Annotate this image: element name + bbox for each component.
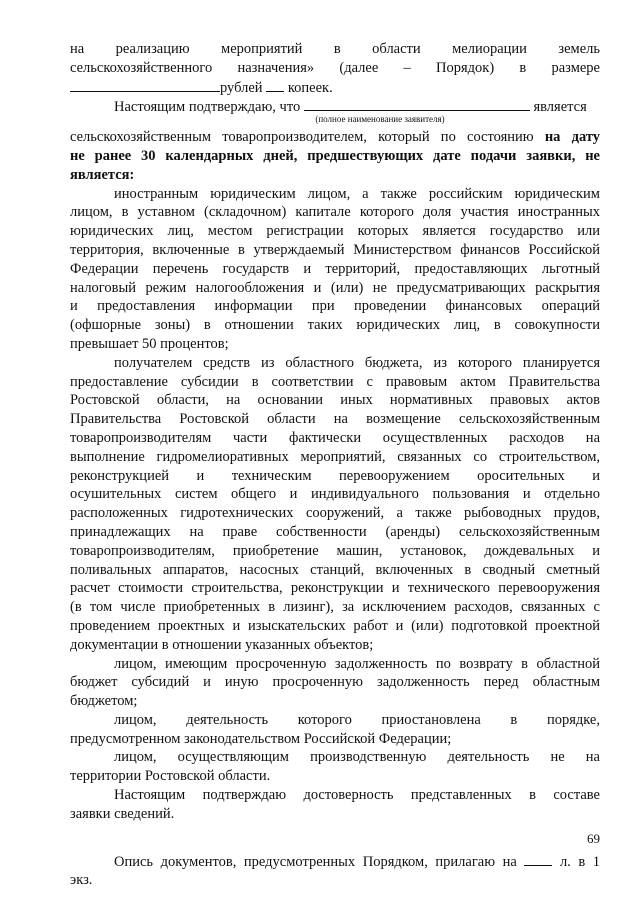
amount-kopecks-blank[interactable] (266, 78, 284, 92)
text-line: и предоставления информации при проведении финансовых операций (70, 298, 600, 315)
sheet-count-blank[interactable] (524, 852, 552, 866)
text-line: лицом, деятельность которого приостановлена в порядке, (114, 711, 600, 728)
text-line: расположенных гидротехнических сооружений, а также рыбоводных прудов, (70, 505, 600, 522)
text-line: лицом, осуществляющим производственную деятельность не на (114, 749, 600, 766)
text-line: осушительных систем общего и индивидуального пользования и отдельно (70, 486, 600, 503)
page-number: 69 (587, 831, 600, 846)
text-line: заявки сведений. (70, 805, 175, 822)
text-line: принадлежащих на праве собственности (аренды) сельскохозяйственным (70, 523, 600, 540)
text-line: товаропроизводителям, приобретение машин, установок, дождевальных и (70, 542, 600, 559)
spacer (70, 824, 600, 852)
text-line: не ранее 30 календарных дней, предшествующих дате подачи заявки, не (70, 147, 600, 164)
text-line: получателем средств из областного бюджета, из которого планируется (114, 354, 600, 371)
text-line: поливальных аппаратов, насосных станций, включенных в сводный сметный (70, 561, 600, 578)
text-line: Настоящим подтверждаю достоверность представленных в составе (114, 787, 600, 804)
is-text: является (533, 99, 587, 116)
text-line: выполнение гидромелиоративных мероприятий, связанных со строительством, (70, 448, 600, 465)
text-line: сельскохозяйственным товаропроизводителем, который по состоянию на дату (70, 129, 601, 146)
applicant-name-caption: (полное наименование заявителя) (315, 114, 445, 125)
text-line: является: (70, 166, 135, 183)
applicant-name-blank[interactable] (304, 97, 530, 111)
text-line: сельскохозяйственного назначения» (далее – Порядок) в размере (70, 59, 600, 76)
text-line: лицом, в уставном (складочном) капитале которого доля участия иностранных (70, 204, 600, 221)
text-line: бюджет субсидий и иную просроченную задолженность перед областным (70, 674, 600, 691)
text-line: предоставление субсидии в соответствии с правовым актом Правительства (70, 373, 600, 390)
text-line: налоговый режим налогообложения и (или) не предусматривающих раскрытия (70, 279, 600, 296)
text-line: экз. (70, 872, 93, 889)
text-line: Ростовской области, на основании иных нормативных правовых актов (70, 392, 600, 409)
text-line: иностранным юридическим лицом, а также российским юридическим (114, 185, 600, 202)
text-line: товаропроизводителям части фактически осуществленных расходов на (70, 429, 600, 446)
text-line: Федерации перечень государств и территорий, предоставляющих льготный (70, 260, 600, 277)
text-line: превышает 50 процентов; (70, 335, 229, 352)
text-line: юридических лиц, местом регистрации которых является государство или (70, 223, 600, 240)
inventory-line (70, 852, 600, 872)
kopecks-label: копеек. (287, 79, 333, 96)
text-line: территории Ростовской области. (70, 768, 271, 785)
text-line: проведением проектных и изыскательских работ и (или) подготовкой проектной (70, 617, 600, 634)
text-line: (в том числе приобретенных в лизинг), за исключением расходов, связанных с (70, 599, 600, 616)
text-line: предусмотренном законодательством Российской Федерации; (70, 730, 452, 747)
text-line: территория, включенные в утверждаемый Министерством финансов Российской (70, 241, 600, 258)
amount-line (70, 78, 600, 98)
text-line: Правительства Ростовской области на возмещение сельскохозяйственным (70, 411, 600, 428)
text-line: документации в отношении указанных объектов; (70, 636, 374, 653)
sheet-count-suffix: л. в 1 (559, 853, 601, 870)
text-line: лицом, имеющим просроченную задолженность по возврату в областной (114, 655, 600, 672)
text-line: (офшорные зоны) в отношении таких юридических лиц, в совокупности (70, 317, 600, 334)
inventory-text: Опись документов, предусмотренных Порядком, прилагаю на (114, 853, 517, 870)
rubles-label: рублей (220, 79, 263, 96)
amount-rubles-blank[interactable] (70, 78, 220, 92)
text-line: расчет стоимости строительства, реконструкции и технического перевооружения (70, 580, 600, 597)
confirm-text: Настоящим подтверждаю, что (114, 99, 301, 116)
text-line: реконструкцией и техническим перевооружением оросительных и (70, 467, 600, 484)
text-line: бюджетом; (70, 693, 138, 710)
document-body (70, 40, 600, 890)
text-line: на реализацию мероприятий в области мелиорации земель (70, 41, 600, 57)
